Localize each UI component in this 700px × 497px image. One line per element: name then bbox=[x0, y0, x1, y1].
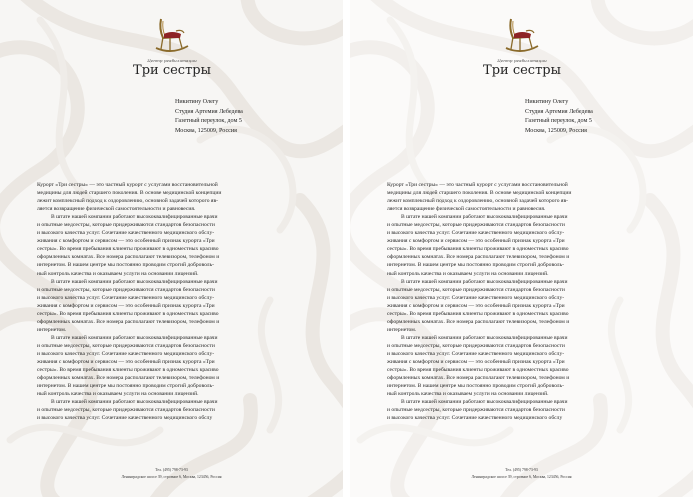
body-paragraph: В штате нашей компании работают высококвалифицированные врачи и опытные медсестры, которые придерживаются стандартов безопасности и высокого качества услуг. Сочетание качественного медицинского обслу- живания с комфортом и сервисом — это особенный признак курорта «Три сестры». Во время пребывания клиенты проживают в одноместных красиво оформленных комнатах. Все номера располагают телевизором, телефоном и интернетом. bbox=[387, 278, 570, 333]
letter-footer bbox=[0, 467, 343, 481]
address-line: Москва, 125009, Россия bbox=[525, 127, 587, 134]
recipient-address bbox=[525, 98, 685, 136]
rocking-chair-icon bbox=[502, 15, 542, 55]
body-paragraph: В штате нашей компании работают высококвалифицированные врачи и опытные медсестры, которые придерживаются стандартов безопасности и высокого качества услуг. Сочетание качественного медицинского обслу bbox=[37, 399, 218, 422]
letter-body bbox=[37, 181, 305, 422]
address-line: Никитину Олегу bbox=[175, 99, 219, 105]
footer-phone: Тел. (495) 798-73-93 bbox=[505, 468, 538, 472]
letter-footer bbox=[350, 467, 693, 481]
body-paragraph: В штате нашей компании работают высококвалифицированные врачи и опытные медсестры, которые придерживаются стандартов безопасности и высокого качества услуг. Сочетание качественного медицинского обслу- живания с комфортом и сервисом — это особенный признак курорта «Три сестры». Во время пребывания клиенты проживают в одноместных красиво оформленных комнатах. Все номера располагают телевизором, телефоном и интернетом. bbox=[37, 278, 220, 333]
address-line: Москва, 125009, Россия bbox=[175, 127, 237, 134]
letter-page-left bbox=[0, 0, 343, 497]
body-paragraph: Курорт «Три сестры» — это частный курорт с услугами восстановительной медицины для людей старшего поколения. В основе медицинской концепции лежит комплексный подход к оздоровлению, основной задачей которого яв- ляется возвращение физической самостоятельности и равновесия. bbox=[387, 182, 572, 213]
letter-page-right bbox=[350, 0, 693, 497]
logo-brand-name: Три сестры bbox=[133, 63, 211, 78]
footer-phone: Тел. (495) 798-73-93 bbox=[155, 468, 188, 472]
address-line: Никитину Олегу bbox=[525, 99, 569, 105]
address-line: Студия Артемия Лебедева bbox=[525, 108, 593, 115]
company-logo bbox=[462, 15, 582, 78]
body-paragraph: В штате нашей компании работают высококвалифицированные врачи и опытные медсестры, которые придерживаются стандартов безопасности и высокого качества услуг. Сочетание качественного медицинского обслу- живания с комфортом и сервисом — это особенный признак курорта «Три сестры». Во время пребывания клиенты проживают в одноместных красиво оформленных комнатах. Все номера располагают телевизором, телефоном и интернетом. В нашем центре мы постоянно проводим строгий доброволь- ный контроль качества и оказываем услуги на основании лицензий. bbox=[37, 334, 220, 398]
letter-body bbox=[387, 181, 655, 422]
body-paragraph: В штате нашей компании работают высококвалифицированные врачи и опытные медсестры, которые придерживаются стандартов безопасности и высокого качества услуг. Сочетание качественного медицинского обслу bbox=[387, 399, 568, 422]
footer-address: Ленинградское шоссе 39, строение 6, Москва, 123456, Россия bbox=[471, 475, 572, 479]
logo-brand-name: Три сестры bbox=[483, 63, 561, 78]
address-line: Газетный переулок, дом 5 bbox=[525, 118, 592, 125]
logo-tagline: Центр реабилитации bbox=[147, 58, 197, 63]
body-paragraph: В штате нашей компании работают высококвалифицированные врачи и опытные медсестры, которые придерживаются стандартов безопасности и высокого качества услуг. Сочетание качественного медицинского обслу- живания с комфортом и сервисом — это особенный признак курорта «Три сестры». Во время пребывания клиенты проживают в одноместных красиво оформленных комнатах. Все номера располагают телевизором, телефоном и интернетом. В нашем центре мы постоянно проводим строгий доброволь- ный контроль качества и оказываем услуги на основании лицензий. bbox=[387, 334, 570, 398]
body-paragraph: В штате нашей компании работают высококвалифицированные врачи и опытные медсестры, которые придерживаются стандартов безопасности и высокого качества услуг. Сочетание качественного медицинского обслу- живания с комфортом и сервисом — это особенный признак курорта «Три сестры». Во время пребывания клиенты проживают в одноместных красиво оформленных комнатах. Все номера располагают телевизором, телефоном и интернетом. В нашем центре мы постоянно проводим строгий доброволь- ный контроль качества и оказываем услуги на основании лицензий. bbox=[387, 214, 570, 277]
company-logo bbox=[112, 15, 232, 78]
address-line: Газетный переулок, дом 5 bbox=[175, 118, 242, 125]
address-line: Студия Артемия Лебедева bbox=[175, 108, 243, 115]
body-paragraph: Курорт «Три сестры» — это частный курорт с услугами восстановительной медицины для людей старшего поколения. В основе медицинской концепции лежит комплексный подход к оздоровлению, основной задачей которого яв- ляется возвращение физической самостоятельности и равновесия. bbox=[37, 182, 222, 213]
body-paragraph: В штате нашей компании работают высококвалифицированные врачи и опытные медсестры, которые придерживаются стандартов безопасности и высокого качества услуг. Сочетание качественного медицинского обслу- живания с комфортом и сервисом — это особенный признак курорта «Три сестры». Во время пребывания клиенты проживают в одноместных красиво оформленных комнатах. Все номера располагают телевизором, телефоном и интернетом. В нашем центре мы постоянно проводим строгий доброволь- ный контроль качества и оказываем услуги на основании лицензий. bbox=[37, 214, 220, 277]
recipient-address bbox=[175, 98, 335, 136]
footer-address: Ленинградское шоссе 39, строение 6, Москва, 123456, Россия bbox=[121, 475, 222, 479]
logo-tagline: Центр реабилитации bbox=[497, 58, 547, 63]
rocking-chair-icon bbox=[152, 15, 192, 55]
